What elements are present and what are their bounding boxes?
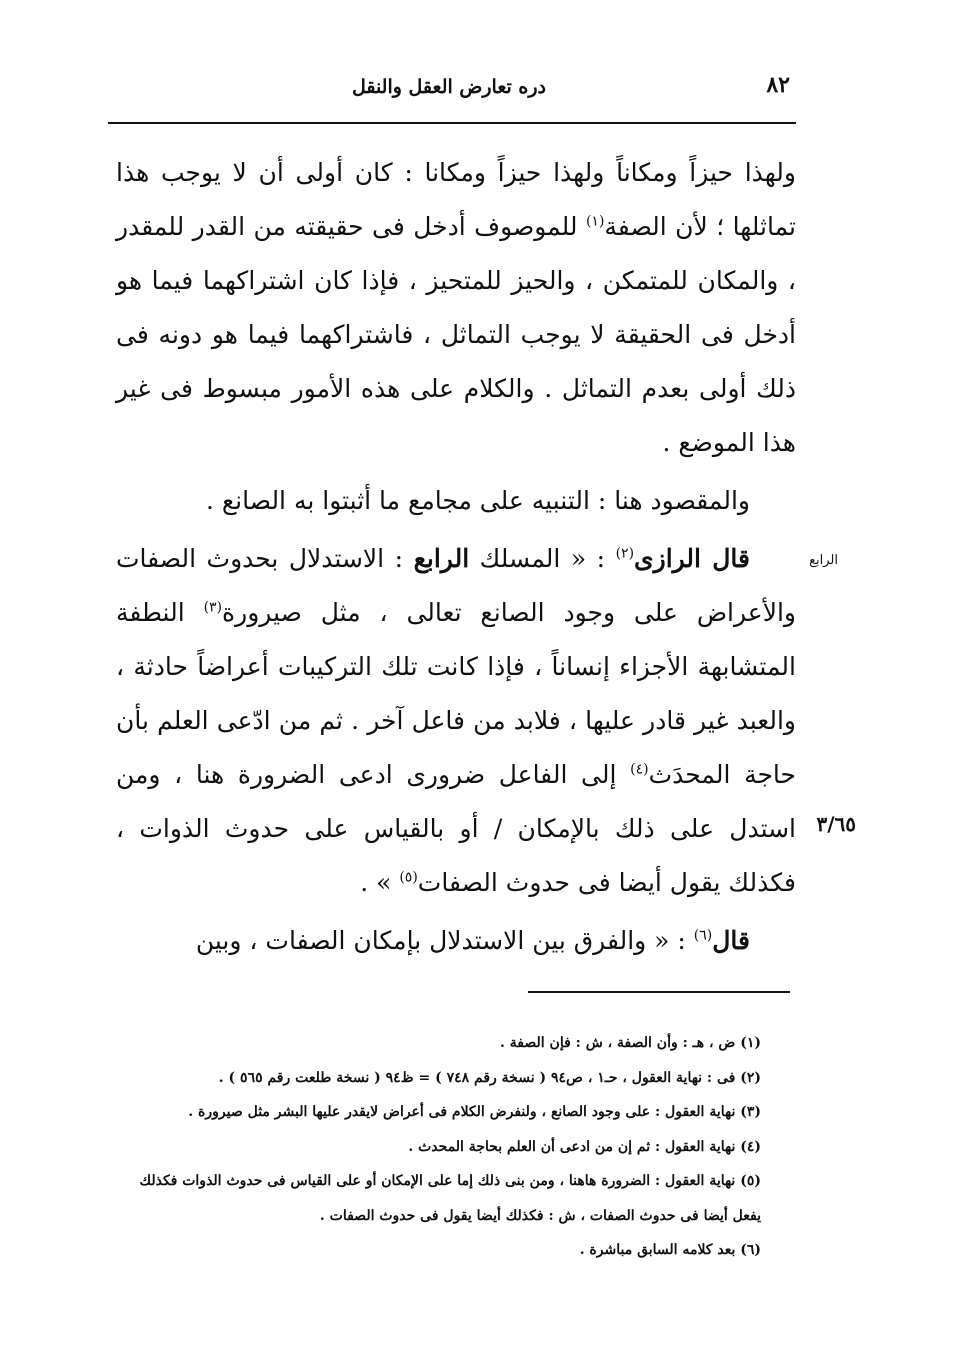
paragraph-3-text-d: » . [360,868,400,897]
paragraph-3-text-b: النطفة المتشابهة الأجزاء إنساناً ، فإذا كانت تلك التركيبات أعراضاً حادثة ، والعبد غير قادر عليها ، فلابد من فاعل آخر . ثم من ادّعى العلم بأن حاجة المحدَث [116,598,796,789]
margin-volume-ref: ٣/٦٥ [816,812,856,836]
paragraph-1-text-a: ولهذا حيزاً ومكاناً ولهذا حيزاً ومكانا : كان أولى أن لا يوجب هذا تماثلها ؛ لأن الصفة [116,158,796,241]
footnote-ref-5: (٥) [399,869,418,886]
speaker-qal: قال [712,926,750,955]
footnote-ref-2: (٢) [615,545,635,562]
footnote-6: (٦) بعد كلامه السابق مباشرة . [579,1242,761,1258]
page-header [108,72,796,112]
footnote-ref-3: (٣) [203,599,223,616]
margin-section-label: الرابع [809,553,838,568]
header-rule [108,122,796,124]
keyword-fourth: الرابع [413,544,470,573]
footnote-1: (١) ض ، هـ : وأن الصفة ، ش : فإن الصفة . [500,1035,761,1051]
paragraph-2: والمقصود هنا : التنبيه على مجامع ما أثبتوا به الصانع . [205,486,750,515]
paragraph-4-text: : « والفرق بين الاستدلال بإمكان الصفات ، وبين [195,926,694,955]
footnote-2: (٢) فى : نهاية العقول ، حـ١ ، ص٩٤ ( نسخة رقم ٧٤٨ ) = ظ٩٤ ( نسخة طلعت رقم ٥٦٥ ) . [218,1069,761,1086]
paragraph-3 [116,532,796,910]
footnote-rule [528,991,790,993]
footnote-ref-6: (٦) [693,927,713,944]
footnote-3: (٣) نهاية العقول : على وجود الصانع ، ولنفرض الكلام فى أعراض لايقدر عليها البشر مثل صيرورة . [188,1104,761,1120]
paragraph-3-text-c: إلى الفاعل ضرورى ادعى الضرورة هنا ، ومن استدل على ذلك بالإمكان / أو بالقياس على حدوث الذوات ، فكذلك يقول أيضا فى حدوث الصفات [116,760,796,897]
main-text [116,146,796,968]
running-title: دره تعارض العقل والنقل [351,76,546,98]
footnote-5: (٥) نهاية العقول : الضرورة هاهنا ، ومن بنى ذلك إما على الإمكان أو على القياس فى حدوث الذوات فكذلك يفعل أيضا فى حدوث الصفات ، ش : فكذلك أيضا يقول فى حدوث الصفات . [139,1173,761,1224]
paragraph-3-text-a: : الاستدلال بحدوث الصفات والأعراض على وجود الصانع تعالى ، مثل صيرورة [116,544,796,627]
paragraph-1 [116,146,796,470]
paragraph-1-text-b: للموصوف أدخل فى حقيقته من القدر للمقدر ، والمكان للمتمكن ، والحيز للمتحيز ، فإذا كان اشتراكهما فيما هو أدخل فى الحقيقة لا يوجب التماثل ، فاشتراكهما فيما هو دونه فى ذلك أولى بعدم التماثل . والكلام على هذه الأمور مبسوط فى غير هذا الموضع . [116,212,796,457]
speaker-razi: قال الرازى [634,544,750,573]
paragraph-4 [116,914,796,968]
footnotes [121,1026,761,1268]
paragraph-3-quote-open: : « المسلك [469,544,616,573]
footnote-ref-4: (٤) [630,761,649,778]
page-number: ٨٢ [766,72,790,98]
footnote-ref-1: (١) [585,213,605,230]
footnote-4: (٤) نهاية العقول : ثم إن من ادعى أن العلم بحاجة المحدث . [408,1138,761,1155]
